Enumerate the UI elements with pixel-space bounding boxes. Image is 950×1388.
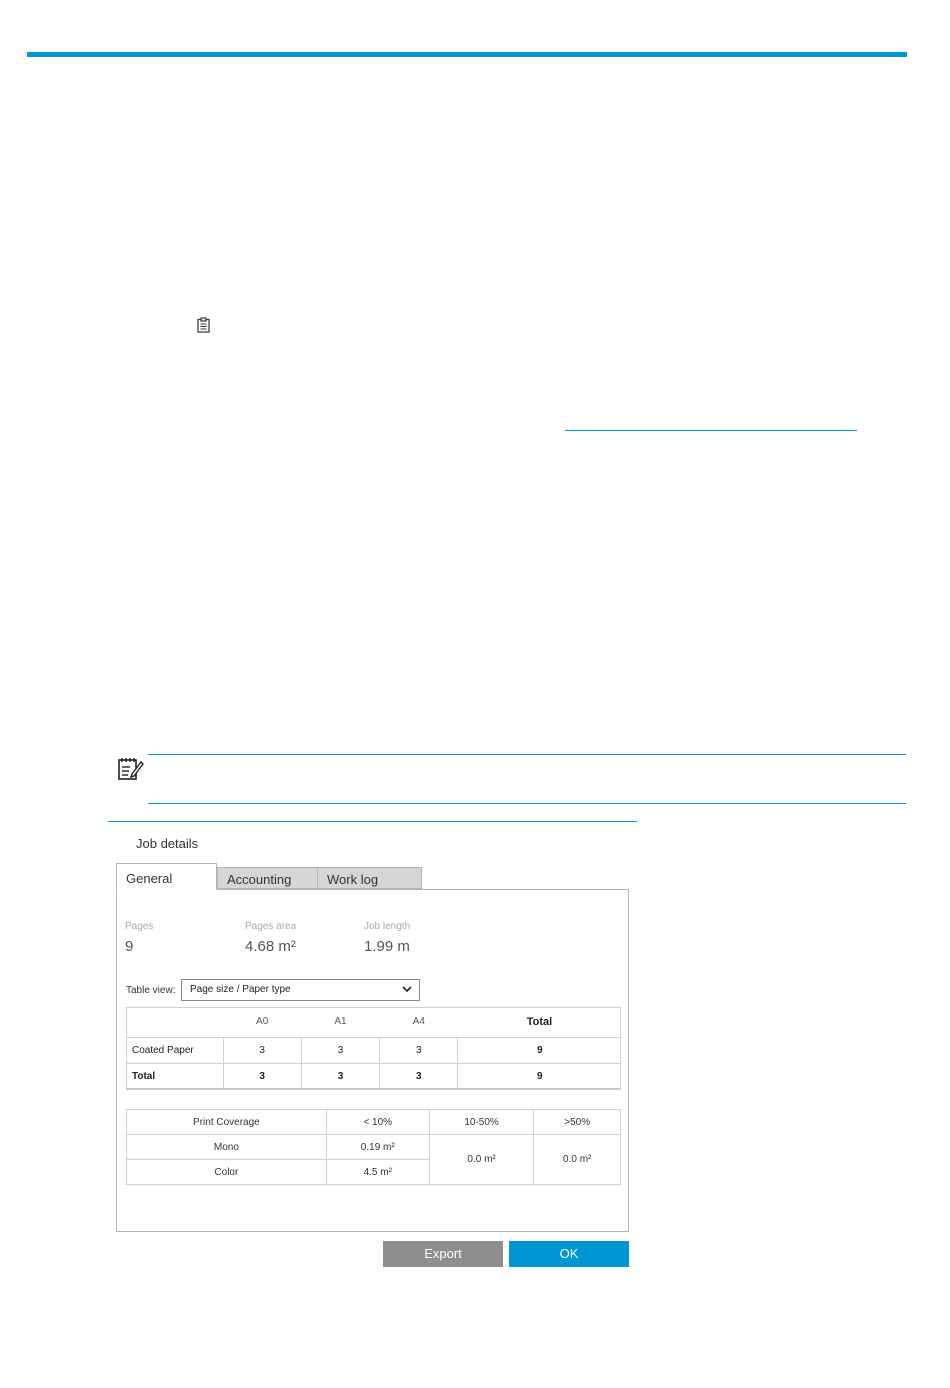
tab-work-log[interactable]: Work log — [318, 867, 422, 889]
table-header: A0 — [256, 1016, 269, 1028]
figure-rule — [108, 821, 637, 822]
table-cell: 4.5 m² — [326, 1160, 429, 1185]
table-cell: 9 — [536, 1070, 543, 1082]
tab-bar — [116, 863, 422, 890]
table-row — [127, 1110, 621, 1135]
table-cell: 9 — [536, 1044, 543, 1056]
general-panel — [116, 889, 629, 1232]
table-header: < 10% — [326, 1110, 429, 1135]
row-label: Total — [126, 1063, 223, 1089]
stat-value: 1.99 m — [364, 938, 410, 955]
coverage-table — [126, 1109, 621, 1185]
row-label: Mono — [127, 1135, 327, 1160]
stat-value: 4.68 m² — [245, 938, 296, 955]
dialog-title: Job details — [136, 836, 199, 851]
table-row — [126, 1063, 621, 1089]
table-cell: 3 — [301, 1037, 379, 1063]
table-cell: 0.0 m² — [429, 1135, 534, 1185]
tab-accounting[interactable]: Accounting — [217, 867, 318, 889]
stat-job-length — [364, 921, 410, 955]
note-icon — [118, 757, 144, 781]
table-cell: 0.0 m² — [534, 1135, 621, 1185]
ok-button[interactable]: OK — [509, 1241, 629, 1267]
row-label: Coated Paper — [126, 1037, 223, 1063]
table-header: >50% — [534, 1110, 621, 1135]
stat-label: Pages area — [245, 921, 297, 932]
table-cell: 0.19 m² — [326, 1135, 429, 1160]
size-table — [126, 1007, 621, 1089]
table-cell: 3 — [223, 1037, 301, 1063]
table-row — [127, 1135, 621, 1160]
table-header: A1 — [334, 1016, 347, 1028]
table-view-value: Page size / Paper type — [190, 984, 291, 995]
table-header: A4 — [412, 1016, 425, 1028]
link-underline[interactable] — [565, 430, 857, 431]
stat-label: Pages — [125, 921, 154, 932]
row-label: Color — [127, 1160, 327, 1185]
header-rule — [27, 52, 907, 57]
table-header: 10-50% — [429, 1110, 534, 1135]
table-header — [126, 1007, 223, 1037]
clipboard-icon — [197, 317, 210, 333]
chevron-down-icon — [402, 984, 412, 994]
table-cell: 3 — [380, 1037, 458, 1063]
table-cell: 3 — [223, 1063, 301, 1089]
table-view-select[interactable] — [181, 979, 420, 1001]
table-header: Total — [526, 1015, 553, 1028]
table-view-label: Table view: — [126, 985, 176, 996]
export-button[interactable]: Export — [383, 1241, 503, 1267]
stat-pages — [125, 921, 153, 955]
table-header: Print Coverage — [127, 1110, 327, 1135]
stat-label: Job length — [364, 921, 411, 932]
note-rule-top — [148, 754, 906, 755]
tab-general[interactable]: General — [116, 863, 217, 890]
table-row — [126, 1037, 621, 1063]
table-cell: 3 — [301, 1063, 379, 1089]
table-cell: 3 — [380, 1063, 458, 1089]
note-rule-bottom — [148, 803, 906, 804]
stat-pages-area — [245, 921, 296, 955]
stat-value: 9 — [125, 938, 134, 955]
